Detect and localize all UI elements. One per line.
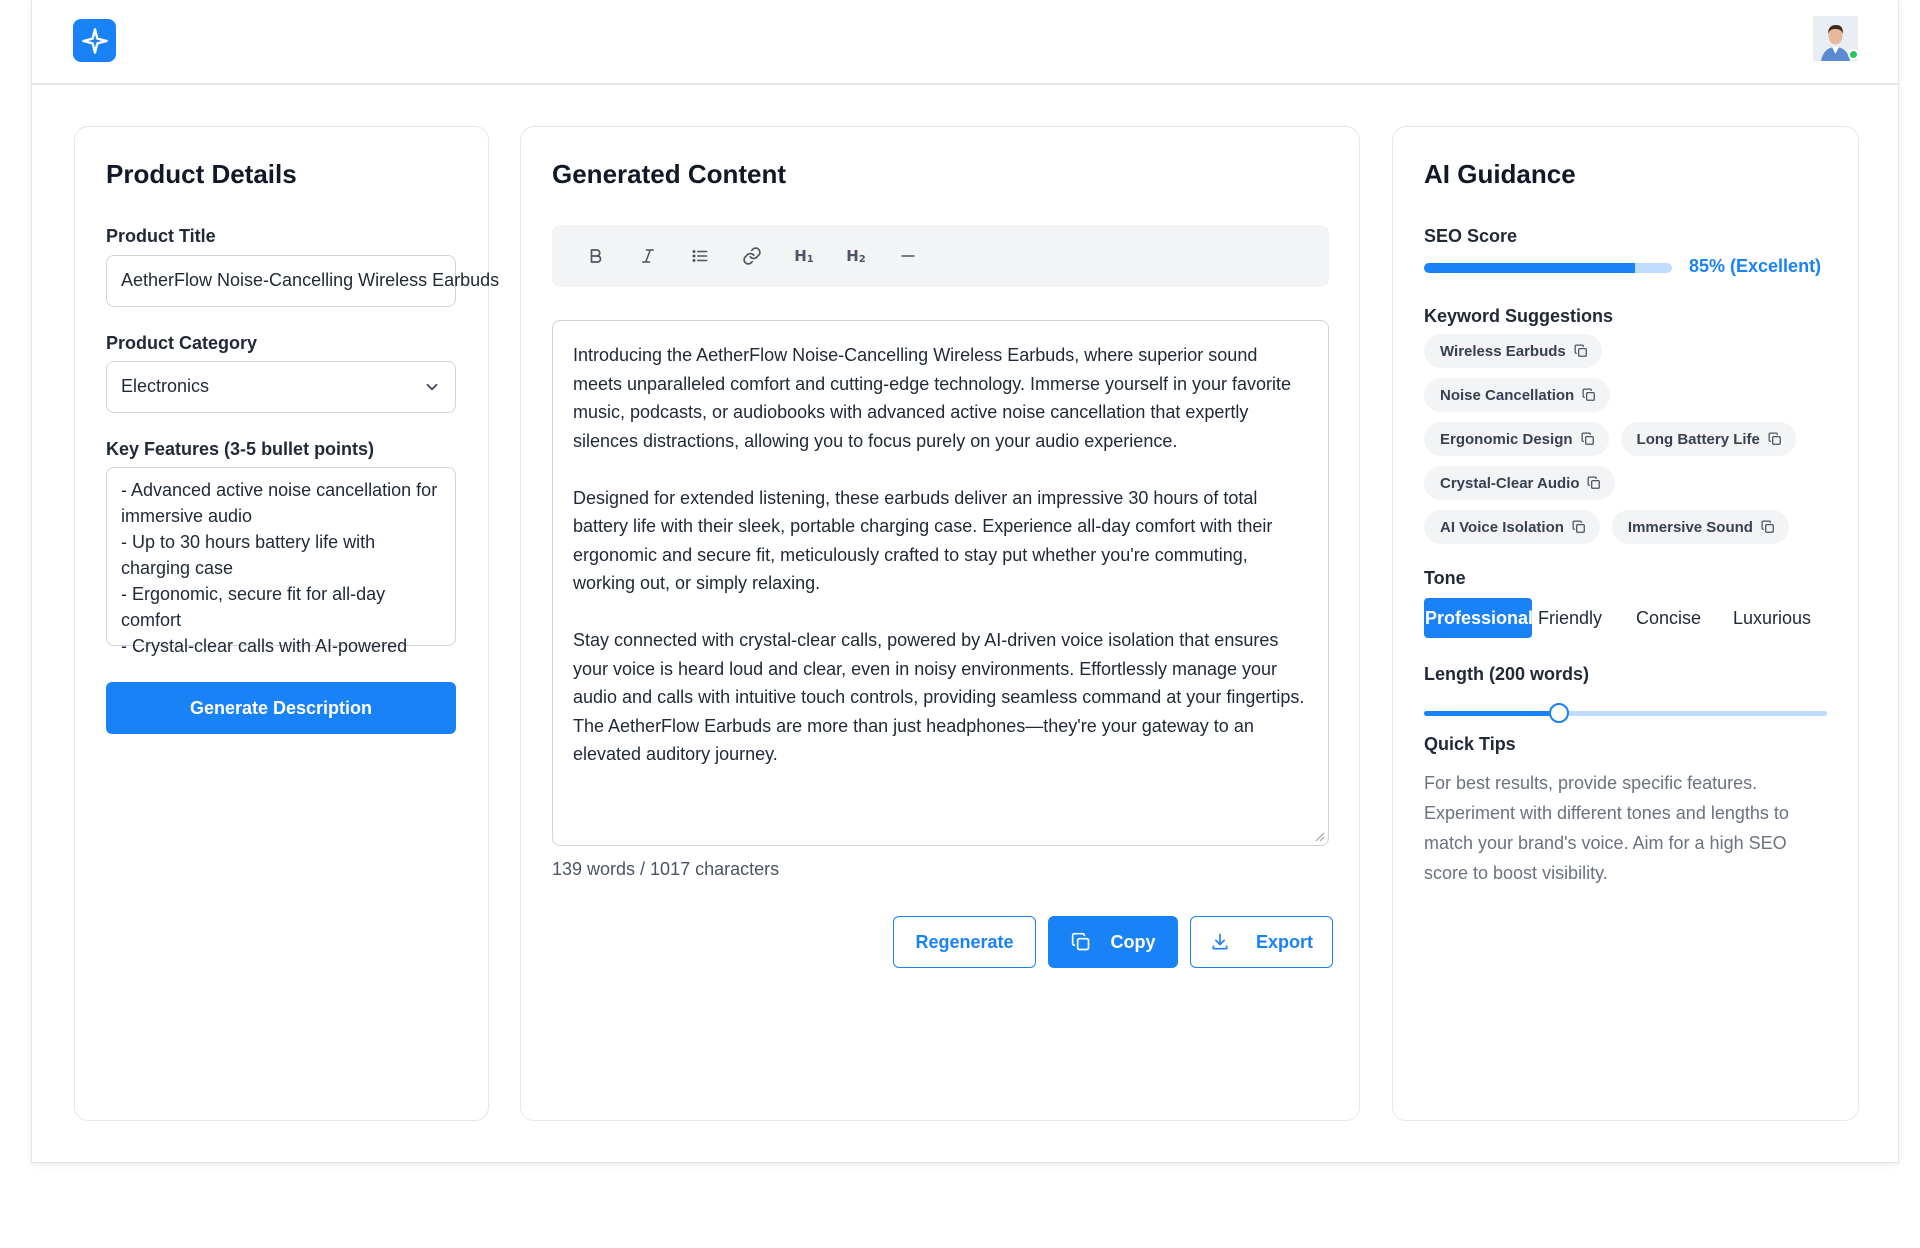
heading2-button[interactable] [830,236,882,276]
list-button[interactable] [674,236,726,276]
keyword-chip-label: Crystal-Clear Audio [1440,474,1580,492]
content-paragraph: Stay connected with crystal-clear calls, powered by AI-driven voice isolation that ensures your voice is heard loud and clear, even in noisy environments. Effortlessly manage your audio and calls with intuitive touch controls, providing seamless command at your fingertips. The AetherFlow Earbuds are more than just headphones—they're your gateway to an elevated auditory journey. [573,630,1305,764]
divider-button[interactable] [882,236,934,276]
content-editor[interactable] [552,320,1329,846]
heading2-level: 2 [858,254,866,265]
link-button[interactable] [726,236,778,276]
copy-icon [1071,932,1091,952]
top-bar [32,0,1898,85]
product-category-select[interactable] [106,361,456,413]
keyword-chip-label: Long Battery Life [1636,430,1760,448]
keyword-chip[interactable] [1424,378,1610,412]
bold-icon [587,247,605,265]
heading2-letter: H [846,247,859,265]
word-character-counter: 139 words / 1017 characters [552,859,780,879]
generate-description-button[interactable]: Generate Description [106,682,456,734]
content-paragraph: Introducing the AetherFlow Noise-Cancelling Wireless Earbuds, where superior sound meets unparalleled comfort and cutting-edge technology. Immerse yourself in your favorite music, podcasts, or audiobooks with advanced active noise cancellation that expertly silences distractions, allowing you to focus purely on your audio experience. [573,345,1292,451]
editor-toolbar [552,225,1329,287]
keyword-chip-label: AI Voice Isolation [1440,518,1564,536]
product-details-title: Product Details [106,159,297,189]
keyword-chip-label: Immersive Sound [1627,518,1753,536]
copy-label: Copy [1110,931,1156,952]
link-icon [742,246,762,266]
length-slider-fill [1424,711,1559,716]
tone-option-concise[interactable]: Concise [1636,607,1702,628]
key-features-textarea[interactable]: - Advanced active noise cancellation for immersive audio - Up to 30 hours battery life with charging case - Ergonomic, secure fit for all-day comfort - Crystal-clear calls with AI-powered [106,467,456,646]
italic-icon [639,247,657,265]
keyword-chip[interactable] [1621,422,1796,456]
keyword-chip-label: Noise Cancellation [1440,386,1575,404]
tone-label: Tone [1424,568,1466,588]
divider-icon [900,248,916,264]
tone-option-professional[interactable]: Professional [1424,598,1532,638]
keyword-chip-label: Ergonomic Design [1440,430,1573,448]
tone-selector [1424,598,1811,638]
copy-icon[interactable] [1587,476,1601,490]
copy-icon[interactable] [1768,432,1782,446]
seo-score-label: SEO Score [1424,226,1518,246]
quick-tips-text: For best results, provide specific features. Experiment with different tones and lengths to match your brand's voice. Aim for a high SEO score to boost visibility. [1424,773,1789,883]
heading1-icon [794,247,814,265]
heading1-button[interactable] [778,236,830,276]
key-features-label: Key Features (3-5 bullet points) [106,439,375,459]
product-category-value: Electronics [121,376,210,396]
sparkle-icon [81,27,109,55]
seo-score-bar [1424,263,1672,273]
length-label: Length (200 words) [1424,664,1590,684]
avatar[interactable] [1813,16,1858,61]
ai-guidance-card [1392,126,1859,1121]
seo-score-fill [1424,263,1635,273]
keyword-suggestions-label: Keyword Suggestions [1424,306,1614,326]
quick-tips-label: Quick Tips [1424,734,1516,754]
regenerate-button[interactable] [893,916,1036,968]
keyword-chip-label: Wireless Earbuds [1440,342,1566,360]
tone-option-friendly[interactable]: Friendly [1538,607,1603,628]
keyword-chip[interactable] [1424,334,1602,368]
app-window [31,0,1899,1163]
regenerate-label: Regenerate [915,931,1014,952]
length-slider-thumb[interactable] [1549,703,1569,723]
copy-icon[interactable] [1582,388,1596,402]
keyword-chip-list [1424,334,1834,554]
copy-icon[interactable] [1761,520,1775,534]
generated-content-title: Generated Content [552,159,787,189]
copy-icon[interactable] [1572,520,1586,534]
resize-handle-icon[interactable] [1311,828,1325,842]
export-button[interactable] [1190,916,1333,968]
copy-button[interactable] [1048,916,1178,968]
copy-icon[interactable] [1581,432,1595,446]
heading2-icon [846,247,866,265]
copy-icon[interactable] [1574,344,1588,358]
logo[interactable] [73,19,116,62]
keyword-chip[interactable] [1424,466,1615,500]
italic-button[interactable] [622,236,674,276]
heading1-letter: H [794,247,807,265]
product-category-label: Product Category [106,333,258,353]
length-slider[interactable] [1424,702,1827,724]
heading1-level: 1 [806,254,814,265]
tone-option-luxurious[interactable]: Luxurious [1733,607,1812,628]
export-label: Export [1255,931,1313,952]
product-title-label: Product Title [106,226,216,246]
generated-content-card [520,126,1360,1121]
ai-guidance-title: AI Guidance [1424,159,1576,189]
online-status-dot [1848,49,1859,60]
bold-button[interactable] [570,236,622,276]
seo-score-value: 85% (Excellent) [1689,256,1822,276]
list-icon [690,247,710,265]
product-title-input[interactable]: AetherFlow Noise-Cancelling Wireless Earbuds [106,255,456,307]
product-details-card [74,126,500,1121]
keyword-chip[interactable] [1612,510,1789,544]
keyword-chip[interactable] [1424,510,1600,544]
content-paragraph: Designed for extended listening, these earbuds deliver an impressive 30 hours of total battery life with their sleek, portable charging case. Experience all-day comfort with their ergonomic and secure fit, meticulously crafted to stay put whether you're commuting, working out, or simply relaxing. [573,487,1273,593]
chevron-down-icon [423,378,441,396]
download-icon [1210,932,1230,952]
keyword-chip[interactable] [1424,422,1609,456]
